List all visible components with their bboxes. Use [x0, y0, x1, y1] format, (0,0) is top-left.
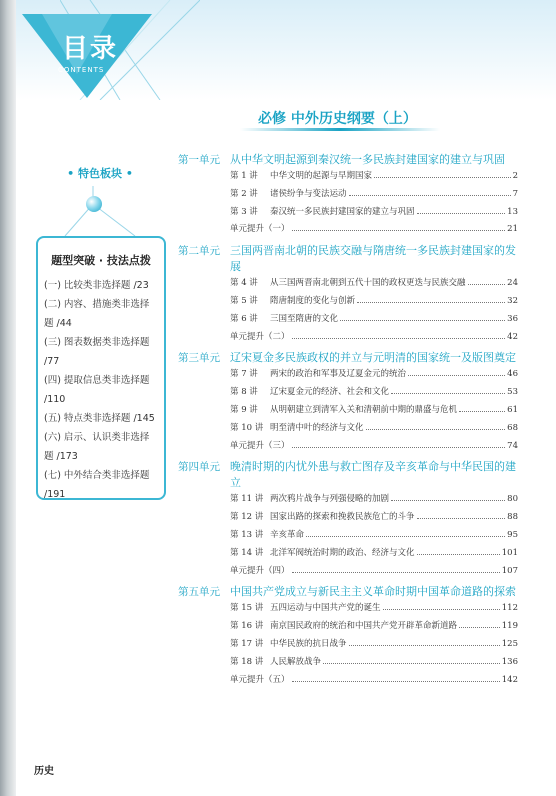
page-number: 32 [507, 295, 518, 306]
dot-leader [417, 554, 500, 555]
dot-leader [292, 447, 506, 448]
lesson-name: 国家出路的探索和挽救民族危亡的斗争 [270, 512, 415, 523]
dot-leader [366, 429, 506, 430]
unit-title: 从中华文明起源到秦汉统一多民族封建国家的建立与巩固 [230, 153, 505, 166]
lesson-number: 第 8 讲 [230, 387, 258, 398]
lesson-name: 中华民族的抗日战争 [270, 638, 347, 649]
lesson-number: 第 2 讲 [230, 188, 258, 199]
book-spine-shadow [0, 0, 16, 796]
lesson-row[interactable] [230, 402, 518, 420]
panel-item[interactable]: (七) 中外结合类非选择题 /191 [44, 470, 150, 500]
unit-heading[interactable] [178, 152, 518, 168]
dot-leader [292, 338, 506, 339]
lesson-name: 从明朝建立到清军入关和清朝前中期的鼎盛与危机 [270, 404, 458, 415]
lesson-row[interactable] [230, 600, 518, 618]
page-number: 7 [512, 188, 518, 199]
page-number: 80 [507, 494, 518, 505]
feature-tag [50, 164, 150, 184]
lesson-number: 第 1 讲 [230, 171, 258, 181]
unit-title: 三国两晋南北朝的民族交融与隋唐统一多民族封建国家的发展 [230, 244, 516, 274]
dot-leader [357, 302, 505, 303]
page-number: 119 [501, 621, 518, 632]
table-of-contents [178, 148, 518, 689]
lesson-number: 第 18 讲 [230, 656, 264, 667]
page-number: 95 [507, 529, 518, 540]
lesson-number: 第 14 讲 [230, 547, 264, 558]
lesson-row[interactable] [230, 509, 518, 527]
lesson-name: 诸侯纷争与变法运动 [270, 188, 347, 199]
page-number: 74 [507, 440, 518, 451]
review-name: 单元提升（五） [230, 674, 290, 685]
dot-leader [349, 195, 511, 196]
lesson-row[interactable] [230, 654, 518, 672]
page-subtitle: CONTENTS [58, 66, 105, 74]
lesson-name: 南京国民政府的统治和中国共产党开辟革命新道路 [270, 621, 458, 632]
unit-title: 中国共产党成立与新民主主义革命时期中国革命道路的探索 [230, 585, 516, 599]
lesson-row[interactable] [230, 491, 518, 509]
unit-heading[interactable] [178, 459, 518, 491]
lesson-row[interactable] [230, 420, 518, 438]
dot-leader [459, 411, 505, 412]
review-name: 单元提升（一） [230, 224, 290, 235]
lesson-row[interactable] [230, 366, 518, 384]
lesson-row[interactable] [230, 311, 518, 329]
lesson-name: 两宋的政治和军事及辽夏金元的统治 [270, 369, 407, 380]
dot-leader [292, 572, 500, 573]
dot-leader [292, 681, 500, 682]
page-title: 目录 [62, 34, 119, 64]
bullet-icon: • [125, 167, 133, 180]
unit-label: 第三单元 [178, 352, 220, 365]
page-number: 107 [501, 565, 518, 576]
lesson-number: 第 13 讲 [230, 529, 264, 540]
lesson-name: 人民解放战争 [270, 656, 322, 667]
page-number: 24 [507, 278, 518, 289]
unit-review-row[interactable] [230, 563, 518, 581]
page-number: 42 [507, 331, 518, 342]
review-name: 单元提升（三） [230, 440, 290, 451]
dot-leader [391, 393, 505, 394]
page-number: 2 [512, 171, 518, 181]
page-number: 101 [501, 547, 518, 558]
panel-item[interactable]: (四) 提取信息类非选择题 /110 [44, 375, 150, 405]
panel-title: 题型突破 · 技法点拨 [51, 254, 151, 267]
dot-leader [417, 213, 506, 214]
panel-item[interactable]: (二) 内容、措施类非选择题 /44 [44, 299, 150, 329]
lesson-name: 辽宋夏金元的经济、社会和文化 [270, 387, 390, 398]
dot-leader [391, 500, 505, 501]
dot-leader [408, 375, 505, 376]
lesson-number: 第 7 讲 [230, 369, 258, 380]
dot-leader [468, 284, 506, 285]
dot-leader [349, 645, 500, 646]
lesson-name: 三国至隋唐的文化 [270, 313, 339, 324]
globe-icon [86, 196, 102, 212]
lesson-name: 北洋军阀统治时期的政治、经济与文化 [270, 547, 415, 558]
lesson-row[interactable] [230, 275, 518, 293]
review-name: 单元提升（二） [230, 331, 290, 342]
lesson-number: 第 16 讲 [230, 621, 264, 632]
lesson-row[interactable] [230, 186, 518, 204]
lesson-row[interactable] [230, 527, 518, 545]
unit-heading[interactable] [178, 350, 518, 366]
lesson-name: 秦汉统一多民族封建国家的建立与巩固 [270, 206, 415, 217]
page-number: 142 [501, 674, 518, 685]
dot-leader [417, 518, 506, 519]
unit-label: 第五单元 [178, 586, 220, 599]
page-number: 88 [507, 512, 518, 523]
lesson-number: 第 17 讲 [230, 638, 264, 649]
page-number: 13 [507, 206, 518, 217]
lesson-row[interactable] [230, 168, 518, 186]
lesson-number: 第 4 讲 [230, 278, 258, 289]
dot-leader [459, 627, 500, 628]
unit-heading[interactable] [178, 584, 518, 600]
unit-title: 晚清时期的内忧外患与救亡图存及辛亥革命与中华民国的建立 [230, 460, 516, 490]
lesson-name: 明至清中叶的经济与文化 [270, 422, 364, 433]
dot-leader [323, 663, 500, 664]
page-number: 125 [501, 638, 518, 649]
lesson-name: 五四运动与中国共产党的诞生 [270, 603, 381, 614]
unit-review-row[interactable] [230, 221, 518, 239]
dot-leader [374, 177, 511, 178]
lesson-name: 隋唐制度的变化与创新 [270, 295, 356, 306]
lesson-number: 第 12 讲 [230, 512, 264, 523]
unit-label: 第一单元 [178, 154, 220, 166]
feature-tag-label: 特色板块 [78, 167, 122, 180]
dot-leader [340, 320, 505, 321]
review-name: 单元提升（四） [230, 565, 290, 576]
lesson-number: 第 9 讲 [230, 404, 258, 415]
page-number: 61 [507, 404, 518, 415]
panel-item-list [44, 276, 158, 504]
page-number: 21 [507, 224, 518, 235]
bullet-icon: • [67, 167, 75, 180]
panel-item[interactable]: (六) 启示、认识类非选择题 /173 [44, 432, 150, 462]
lesson-number: 第 6 讲 [230, 313, 258, 324]
lesson-number: 第 5 讲 [230, 295, 258, 306]
unit-label: 第二单元 [178, 245, 220, 258]
unit-review-row[interactable] [230, 329, 518, 347]
feature-connector-lines [60, 186, 140, 236]
lesson-number: 第 11 讲 [230, 494, 264, 505]
lesson-name: 从三国两晋南北朝到五代十国的政权更迭与民族交融 [270, 278, 466, 289]
lesson-row[interactable] [230, 636, 518, 654]
page-number: 53 [507, 387, 518, 398]
dot-leader [306, 536, 505, 537]
lesson-row[interactable] [230, 545, 518, 563]
panel-item[interactable]: (一) 比较类非选择题 /23 [44, 280, 149, 291]
dot-leader [383, 609, 500, 610]
page-number: 36 [507, 313, 518, 324]
book-title: 必修 中外历史纲要（上） [258, 111, 417, 127]
lesson-name: 中华文明的起源与早期国家 [270, 171, 373, 181]
dot-leader [292, 230, 506, 231]
panel-item[interactable]: (五) 特点类非选择题 /145 [44, 413, 155, 424]
lesson-number: 第 10 讲 [230, 422, 264, 433]
lesson-number: 第 15 讲 [230, 603, 264, 614]
lesson-row[interactable] [230, 293, 518, 311]
unit-review-row[interactable] [230, 672, 518, 690]
lesson-row[interactable] [230, 618, 518, 636]
unit-label: 第四单元 [178, 461, 220, 474]
feature-panel [36, 236, 166, 500]
lesson-row[interactable] [230, 384, 518, 402]
unit-heading[interactable] [178, 243, 518, 275]
lesson-row[interactable] [230, 204, 518, 222]
footer-subject: 历史 [34, 766, 54, 777]
unit-review-row[interactable] [230, 438, 518, 456]
page-number: 46 [507, 369, 518, 380]
page-number: 112 [501, 603, 518, 614]
panel-item[interactable]: (三) 图表数据类非选择题 /77 [44, 337, 150, 367]
lesson-name: 两次鸦片战争与列强侵略的加剧 [270, 494, 390, 505]
lesson-name: 辛亥革命 [270, 529, 305, 540]
page-number: 68 [507, 422, 518, 433]
book-title-underline [240, 128, 440, 131]
unit-title: 辽宋夏金多民族政权的并立与元明清的国家统一及版图奠定 [230, 351, 516, 365]
page-number: 136 [501, 656, 518, 667]
lesson-number: 第 3 讲 [230, 206, 258, 217]
